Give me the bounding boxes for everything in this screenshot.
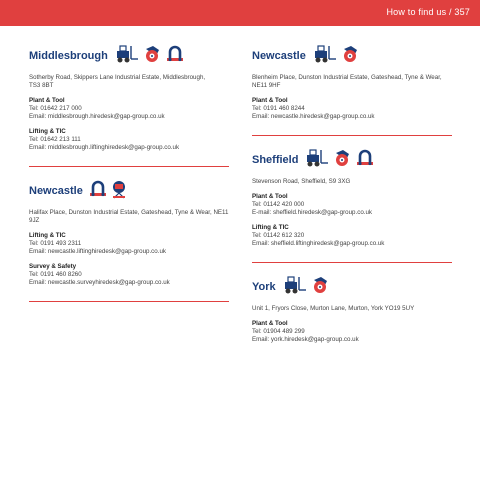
email-link[interactable]: Email: newcastle.liftinghiredesk@gap-group.co.uk	[29, 248, 166, 255]
email-link[interactable]: Email: newcastle.surveyhiredesk@gap-group.co.uk	[29, 279, 170, 286]
email-link[interactable]: Email: newcastle.hiredesk@gap-group.co.uk	[252, 113, 375, 120]
address-line: TS3 8BT	[29, 82, 54, 89]
contact-block	[29, 97, 229, 121]
location-newcastle-plant	[252, 42, 452, 136]
address-line: Blenheim Place, Dunston Industrial Estate, Gateshead, Tyne & Wear,	[252, 74, 442, 81]
phone: Tel: 01642 217 000	[29, 105, 82, 112]
location-middlesbrough	[29, 42, 229, 167]
contact-block	[29, 128, 229, 152]
shackle-icon	[356, 148, 374, 173]
address	[29, 74, 229, 90]
location-sheffield	[252, 146, 452, 263]
forklift-icon	[304, 148, 330, 173]
phone: Tel: 01642 213 111	[29, 136, 81, 143]
contact-block	[29, 263, 229, 287]
address	[252, 305, 452, 313]
phone: Tel: 0191 460 8244	[252, 105, 305, 112]
block-title: Survey & Safety	[29, 263, 77, 270]
address-line: NE11 9HF	[252, 82, 281, 89]
phone: Tel: 01142 612 320	[252, 232, 305, 239]
location-title: Sheffield	[252, 154, 299, 166]
forklift-icon	[114, 44, 140, 69]
block-title: Lifting & TIC	[252, 224, 289, 231]
email-link[interactable]: E-mail: sheffield.hiredesk@gap-group.co.uk	[252, 209, 373, 216]
block-title: Lifting & TIC	[29, 128, 66, 135]
divider	[29, 301, 229, 302]
location-newcastle-lifting	[29, 177, 229, 302]
cable-drum-icon	[143, 44, 163, 69]
cable-drum-icon	[333, 148, 353, 173]
divider	[252, 135, 452, 136]
forklift-icon	[312, 44, 338, 69]
address	[252, 74, 452, 90]
email-link[interactable]: Email: york.hiredesk@gap-group.co.uk	[252, 336, 359, 343]
email-link[interactable]: Email: middlesbrough.liftinghiredesk@gap-group.co.uk	[29, 144, 180, 151]
shackle-icon	[166, 44, 184, 69]
address	[252, 178, 452, 186]
email-link[interactable]: Email: middlesbrough.hiredesk@gap-group.co.uk	[29, 113, 165, 120]
block-title: Plant & Tool	[252, 97, 288, 104]
divider	[29, 166, 229, 167]
phone: Tel: 0191 493 2311	[29, 240, 82, 247]
contact-block	[29, 232, 229, 256]
location-title: Middlesbrough	[29, 50, 108, 62]
location-title: York	[252, 281, 276, 293]
survey-level-icon	[110, 179, 128, 204]
location-title: Newcastle	[252, 50, 306, 62]
location-york	[252, 273, 452, 344]
block-title: Lifting & TIC	[29, 232, 66, 239]
contact-block	[252, 193, 452, 217]
forklift-icon	[282, 275, 308, 300]
header-bar	[0, 0, 480, 26]
address-line: Stevenson Road, Sheffield, S9 3XG	[252, 178, 351, 185]
address-line: Sotherby Road, Skippers Lane Industrial Estate, Middlesbrough,	[29, 74, 206, 81]
cable-drum-icon	[311, 275, 331, 300]
address-line: Unit 1, Fryors Close, Murton Lane, Murton, York YO19 5UY	[252, 305, 415, 312]
contact-block	[252, 224, 452, 248]
contact-block	[252, 320, 452, 344]
cable-drum-icon	[341, 44, 361, 69]
address	[29, 209, 229, 225]
shackle-icon	[89, 179, 107, 204]
location-title: Newcastle	[29, 185, 83, 197]
phone: Tel: 01904 489 299	[252, 328, 305, 335]
divider	[252, 262, 452, 263]
phone: Tel: 0191 460 8260	[29, 271, 82, 278]
phone: Tel: 01142 420 000	[252, 201, 305, 208]
contact-block	[252, 97, 452, 121]
block-title: Plant & Tool	[252, 320, 288, 327]
email-link[interactable]: Email: sheffield.liftinghiredesk@gap-group.co.uk	[252, 240, 385, 247]
page-title: How to find us / 357	[386, 7, 470, 17]
address-line: Halifax Place, Dunston Industrial Estate, Gateshead, Tyne & Wear, NE11 9JZ	[29, 209, 229, 224]
block-title: Plant & Tool	[29, 97, 65, 104]
right-column	[252, 42, 452, 344]
left-column	[29, 42, 229, 312]
block-title: Plant & Tool	[252, 193, 288, 200]
